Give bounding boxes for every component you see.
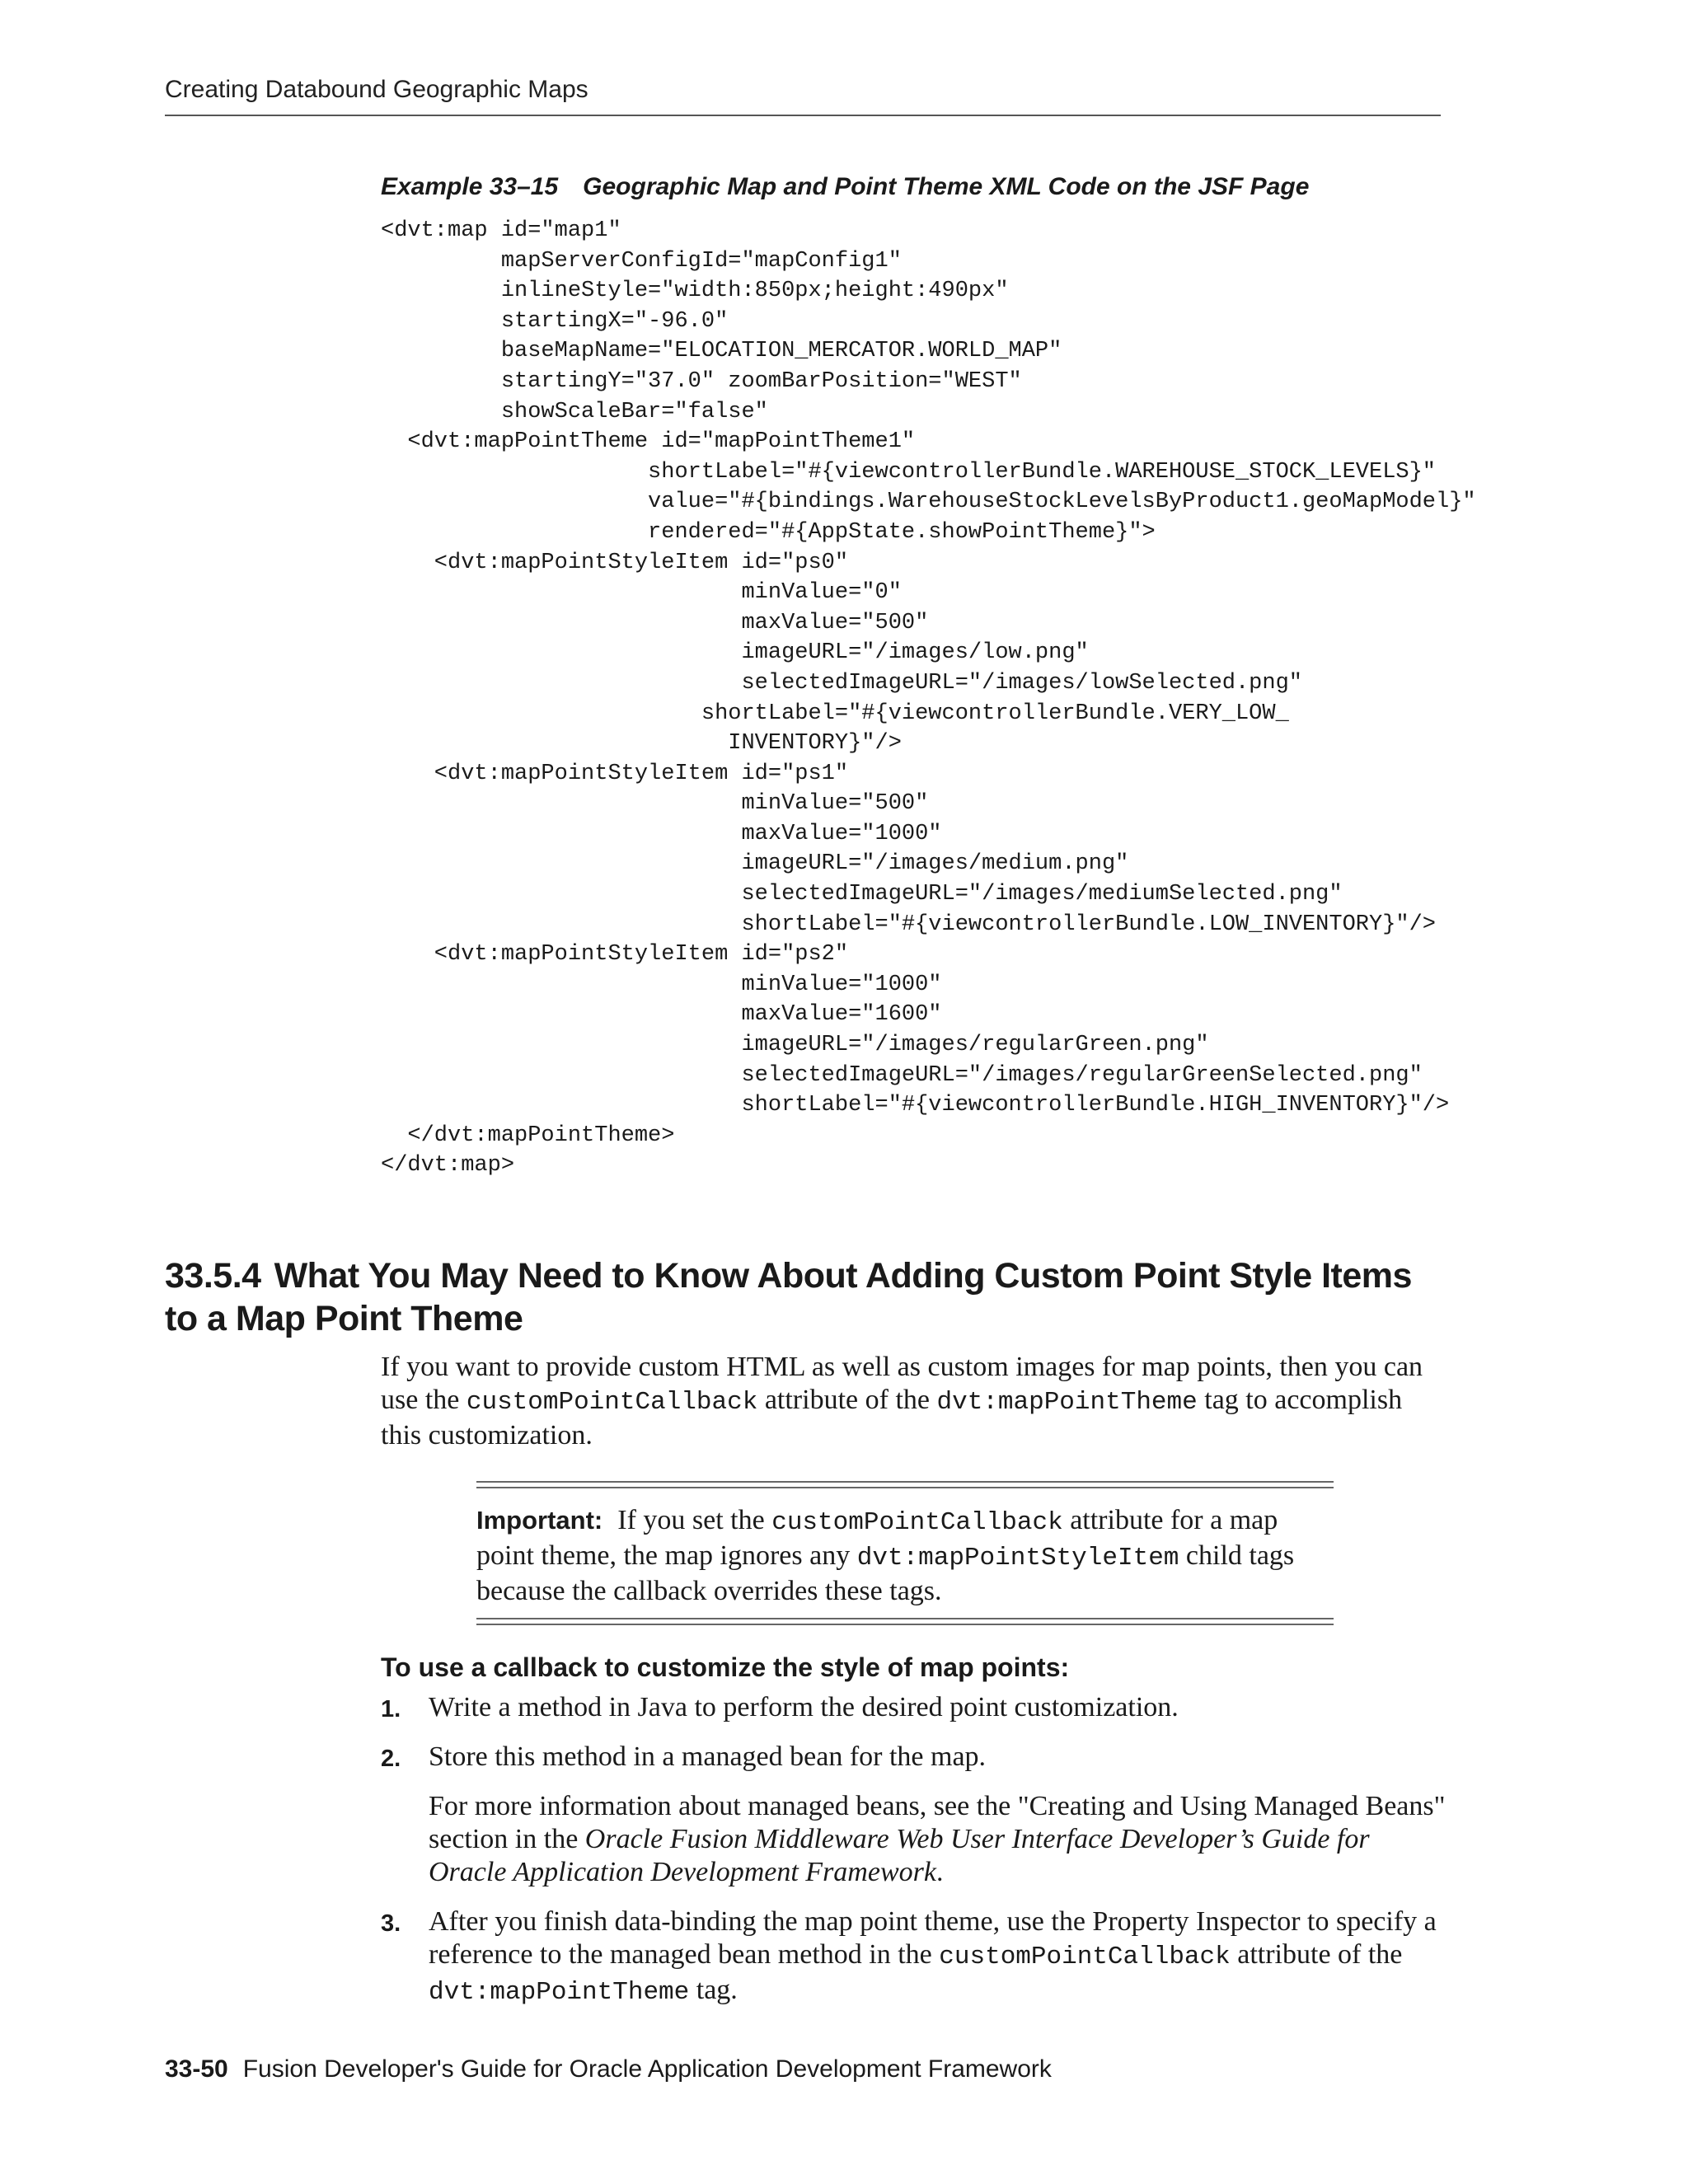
step-text-1: After you finish data-binding the map point theme, use the Property Inspector to specify a reference to the managed bean method in the bbox=[429, 1906, 1437, 1970]
note-top-rule bbox=[476, 1481, 1334, 1483]
note-text bbox=[476, 1493, 1334, 1618]
step-number: 1. bbox=[381, 1696, 401, 1722]
note-text-2: attribute for a map point theme, the map ignores any bbox=[476, 1505, 1278, 1571]
section-title: What You May Need to Know About Adding Custom Point Style Items to a Map Point Theme bbox=[165, 1256, 1412, 1338]
intro-text-3: tag to accomplish this customization. bbox=[381, 1385, 1403, 1451]
code-example: <dvt:map id="map1" mapServerConfigId="mapConfig1" inlineStyle="width:850px;height:490px" startingX="-96.0" baseMapName="ELOCATION_MERCATOR.WORLD_MAP" startingY="37.0" zoomBarPosition="WEST" showScaleBar="false" <dvt:mapPointTheme id="mapPointTheme1" shortLabel="#{viewcontrollerBundle.WAREHOUSE_STOCK_LEVELS}" value="#{bindings.WarehouseStockLevelsByProduct1.geoMapModel}" rendered="#{AppState.showPointTheme}"> <dvt:mapPointStyleItem id="ps0" minValue="0" maxValue="500" imageURL="/images/low.png" selectedImageURL="/images/lowSelected.png" shortLabel="#{viewcontrollerBundle.VERY_LOW_ INVENTORY}"/> <dvt:mapPointStyleItem id="ps1" minValue="500" maxValue="1000" imageURL="/images/medium.png" selectedImageURL="/images/mediumSelected.png" shortLabel="#{viewcontrollerBundle.LOW_INVENTORY}"/> <dvt:mapPointStyleItem id="ps2" minValue="1000" maxValue="1600" imageURL="/images/regularGreen.png" selectedImageURL="/images/regularGreenSelected.png" shortLabel="#{viewcontrollerBundle.HIGH_INVENTORY}"/> </dvt:mapPointTheme> </dvt:map> bbox=[381, 218, 1476, 1179]
step-number: 3. bbox=[381, 1910, 401, 1937]
procedure-heading: To use a callback to customize the style of map points: bbox=[381, 1652, 1070, 1682]
page-footer bbox=[165, 2055, 1052, 2083]
step-text: Write a method in Java to perform the desired point customization. bbox=[429, 1692, 1179, 1722]
step-text-3: tag. bbox=[689, 1975, 738, 2005]
inline-code: dvt:mapPointStyleItem bbox=[856, 1544, 1179, 1572]
step-item bbox=[381, 1741, 1452, 1889]
page-number: 33-50 bbox=[165, 2055, 228, 2083]
example-caption bbox=[381, 173, 1309, 201]
note-top-rule bbox=[476, 1487, 1334, 1488]
sub-text-1: For more information about managed beans, see the "Creating and Using Managed Beans" section in the bbox=[429, 1791, 1446, 1854]
intro-text-1: If you want to provide custom HTML as well as custom images for map points, then you can use the bbox=[381, 1352, 1423, 1415]
note-bottom-rule bbox=[476, 1624, 1334, 1625]
section-number: 33.5.4 bbox=[165, 1256, 261, 1296]
step-item bbox=[381, 1691, 1452, 1724]
note-label: Important: bbox=[476, 1506, 603, 1535]
inline-code: dvt:mapPointTheme bbox=[936, 1388, 1198, 1417]
step-item bbox=[381, 1905, 1452, 2009]
inline-code: customPointCallback bbox=[771, 1508, 1063, 1537]
book-title: Fusion Developer's Guide for Oracle Application Development Framework bbox=[242, 2055, 1052, 2083]
book-title-reference: Oracle Fusion Middleware Web User Interface Developer’s Guide for Oracle Application Development Framework bbox=[429, 1824, 1370, 1887]
note-text-3: child tags because the callback overrides these tags. bbox=[476, 1540, 1295, 1606]
note-bottom-rule bbox=[476, 1618, 1334, 1619]
sub-text-2: . bbox=[935, 1857, 944, 1887]
step-subparagraph bbox=[429, 1790, 1452, 1889]
note-text-1: If you set the bbox=[617, 1505, 772, 1535]
example-title: Geographic Map and Point Theme XML Code on the JSF Page bbox=[583, 173, 1310, 200]
intro-text-2: attribute of the bbox=[757, 1385, 937, 1415]
inline-code: customPointCallback bbox=[939, 1943, 1231, 1971]
intro-paragraph bbox=[381, 1351, 1444, 1452]
running-header: Creating Databound Geographic Maps bbox=[165, 76, 588, 103]
step-text: Store this method in a managed bean for the map. bbox=[429, 1741, 987, 1772]
example-label: Example 33–15 bbox=[381, 173, 559, 200]
important-note bbox=[476, 1481, 1334, 1629]
procedure-steps bbox=[381, 1691, 1452, 2026]
header-divider bbox=[165, 115, 1441, 116]
step-text-2: attribute of the bbox=[1230, 1939, 1403, 1970]
inline-code: dvt:mapPointTheme bbox=[429, 1978, 690, 2007]
step-text bbox=[429, 1905, 1452, 2009]
step-number: 2. bbox=[381, 1746, 401, 1772]
inline-code: customPointCallback bbox=[466, 1388, 758, 1417]
section-heading bbox=[165, 1254, 1451, 1340]
